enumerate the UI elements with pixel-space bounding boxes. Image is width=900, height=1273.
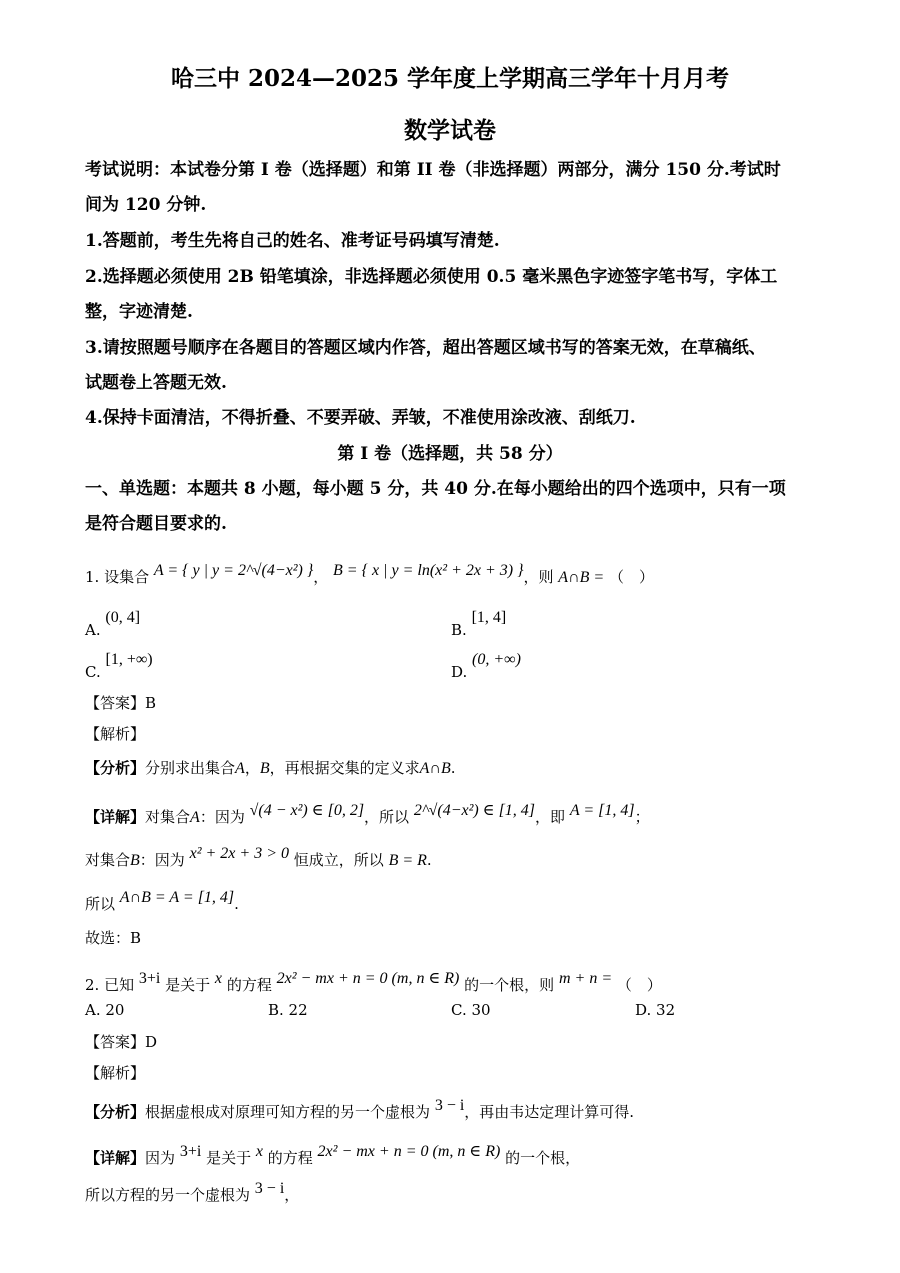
q1-line3-end: . [234,895,239,913]
q1-detail-line-2 [85,845,432,870]
q2-detail-root: 3+i [179,1143,202,1160]
section-header: 第 I 卷（选择题，共 58 分） [337,444,563,464]
q2-stem-text-2: 的方程 [226,976,272,994]
q2-option-d: D. 32 [635,1001,676,1019]
q1-fenxi-end: . [450,759,456,777]
q1-expr: A∩B = [558,569,605,586]
q1-option-d [451,650,521,681]
q1-fenxi-a: A [235,760,245,777]
q2-stem-prefix: 2. 已知 [85,976,135,994]
q1-line3-text: 所以 [85,895,116,913]
exam-title: 哈三中 2024—2025 学年度上学期高三学年十月月考 [170,65,730,92]
q1-stem-mid: ，则 [523,568,554,586]
q2-stem-text-1: 是关于 [165,976,211,994]
q2-paren: （ ） [616,976,662,994]
q2-fenxi-text: 根据虚根成对原理可知方程的另一个虚根为 [145,1103,431,1121]
q1-stem [85,562,654,587]
q1-option-a-label: A. [85,621,101,639]
q2-option-b: B. 22 [268,1001,308,1019]
q1-sep: ， [313,568,329,586]
q1-option-c-value: [1, +∞) [105,651,153,668]
q2-detail-eq: 2x² − mx + n = 0 (m, n ∈ R) [317,1143,501,1160]
q1-fenxi-label: 【分析】 [85,759,146,777]
q2-fenxi-label: 【分析】 [85,1103,146,1121]
q1-detail-text-2: ：因为 [199,808,245,826]
q1-answer: 【答案】B [85,694,157,712]
q1-fenxi-b: B [259,760,270,777]
q1-set-b: B = { x | y = ln(x² + 2x + 3) } [333,562,524,579]
q1-detail-expr-2: 2^√(4−x²) ∈ [1, 4] [413,802,536,819]
q2-detail-text-1: 因为 [145,1149,176,1167]
q1-line2-end: . [426,851,432,869]
intro-line-1: 考试说明：本试卷分第 I 卷（选择题）和第 II 卷（非选择题）两部分，满分 150 分.考试时 [85,160,781,180]
q2-detail-label: 【详解】 [85,1149,146,1167]
q1-set-a: A = { y | y = 2^√(4−x²) } [153,562,314,579]
q1-paren: （ ） [608,568,654,586]
q1-fenxi-text-1: 分别求出集合 [145,759,236,777]
part1-intro-line-1: 一、单选题：本题共 8 小题，每小题 5 分，共 40 分.在每小题给出的四个选项中，只有一项 [85,479,786,499]
q2-detail-text-2: 是关于 [206,1149,252,1167]
q1-line2-text-1: 对集合 [85,851,131,869]
q1-detail-text-4: ，即 [535,808,566,826]
q1-option-a-value: (0, 4] [105,609,141,626]
q2-stem-text-3: 的一个根，则 [464,976,555,994]
q1-option-a [85,608,141,639]
q1-fenxi [85,757,456,778]
q1-line2-b: B [130,852,140,869]
q1-stem-prefix: 1. 设集合 [85,568,150,586]
q1-detail-end: ； [634,808,650,826]
q2-last-line [85,1180,300,1205]
q1-detail-line-3 [85,889,239,914]
q1-detail-text-1: 对集合 [145,808,191,826]
q2-option-a: A. 20 [85,1001,125,1019]
rule-1: 1.答题前，考生先将自己的姓名、准考证号码填写清楚. [85,231,500,251]
q2-option-c: C. 30 [451,1001,491,1019]
q1-option-b-value: [1, 4] [471,609,507,626]
q1-option-b-label: B. [451,621,467,639]
q2-last-line-end: ， [284,1186,300,1204]
q2-detail-text-3: 的方程 [267,1149,313,1167]
intro-line-2: 间为 120 分钟. [85,195,207,215]
exam-subtitle: 数学试卷 [404,117,496,144]
rule-3-line-2: 试题卷上答题无效. [85,373,227,393]
rule-4: 4.保持卡面清洁，不得折叠、不要弄破、弄皱，不准使用涂改液、刮纸刀. [85,408,636,428]
q1-detail-expr-3: A = [1, 4] [569,802,635,819]
part1-intro-line-2: 是符合题目要求的. [85,514,227,534]
q2-equation: 2x² − mx + n = 0 (m, n ∈ R) [276,970,460,987]
q2-last-line-text: 所以方程的另一个虚根为 [85,1186,251,1204]
rule-3-line-1: 3.请按照题号顺序在各题目的答题区域内作答，超出答题区域书写的答案无效，在草稿纸、 [85,338,766,358]
q1-line2-expr-2: B = R [388,852,427,869]
q2-detail [85,1143,581,1168]
q1-option-b [451,608,507,639]
q2-fenxi-end: ，再由韦达定理计算可得. [464,1103,635,1121]
q2-fenxi [85,1097,635,1122]
q2-last-line-root: 3 − i [254,1180,285,1197]
rule-2-line-2: 整，字迹清楚. [85,302,193,322]
q2-answer: 【答案】D [85,1033,158,1051]
q2-stem [85,970,662,995]
rule-2-line-1: 2.选择题必须使用 2B 铅笔填涂，非选择题必须使用 0.5 毫米黑色字迹签字笔书写，字体工 [85,267,778,287]
q1-detail-a: A [190,809,200,826]
q1-line2-text-3: 恒成立，所以 [293,851,384,869]
q1-detail-label: 【详解】 [85,808,146,826]
q1-detail-expr-1: √(4 − x²) ∈ [0, 2] [249,802,365,819]
q1-fenxi-text-3: ，再根据交集的定义求 [269,759,420,777]
q2-var: x [214,970,223,987]
q1-choice: 故选：B [85,929,142,947]
q1-option-d-label: D. [451,663,468,681]
q1-detail [85,802,650,827]
q2-detail-end: 的一个根， [505,1149,581,1167]
q2-analysis-label: 【解析】 [85,1064,146,1082]
q1-line2-text-2: ：因为 [139,851,185,869]
q2-detail-var: x [255,1143,263,1160]
q1-option-d-value: (0, +∞) [472,651,521,668]
q1-option-c-label: C. [85,663,101,681]
q2-fenxi-root: 3 − i [434,1097,465,1114]
q1-option-c [85,650,153,681]
q2-root: 3+i [138,970,161,987]
q1-fenxi-expr: A∩B [419,760,451,777]
q1-line3-expr: A∩B = A = [1, 4] [119,889,235,906]
q1-fenxi-text-2: ， [244,759,260,777]
q2-expr: m + n = [558,970,613,987]
q1-detail-text-3: ，所以 [364,808,410,826]
q1-analysis-label: 【解析】 [85,725,146,743]
q1-line2-expr: x² + 2x + 3 > 0 [189,845,289,862]
